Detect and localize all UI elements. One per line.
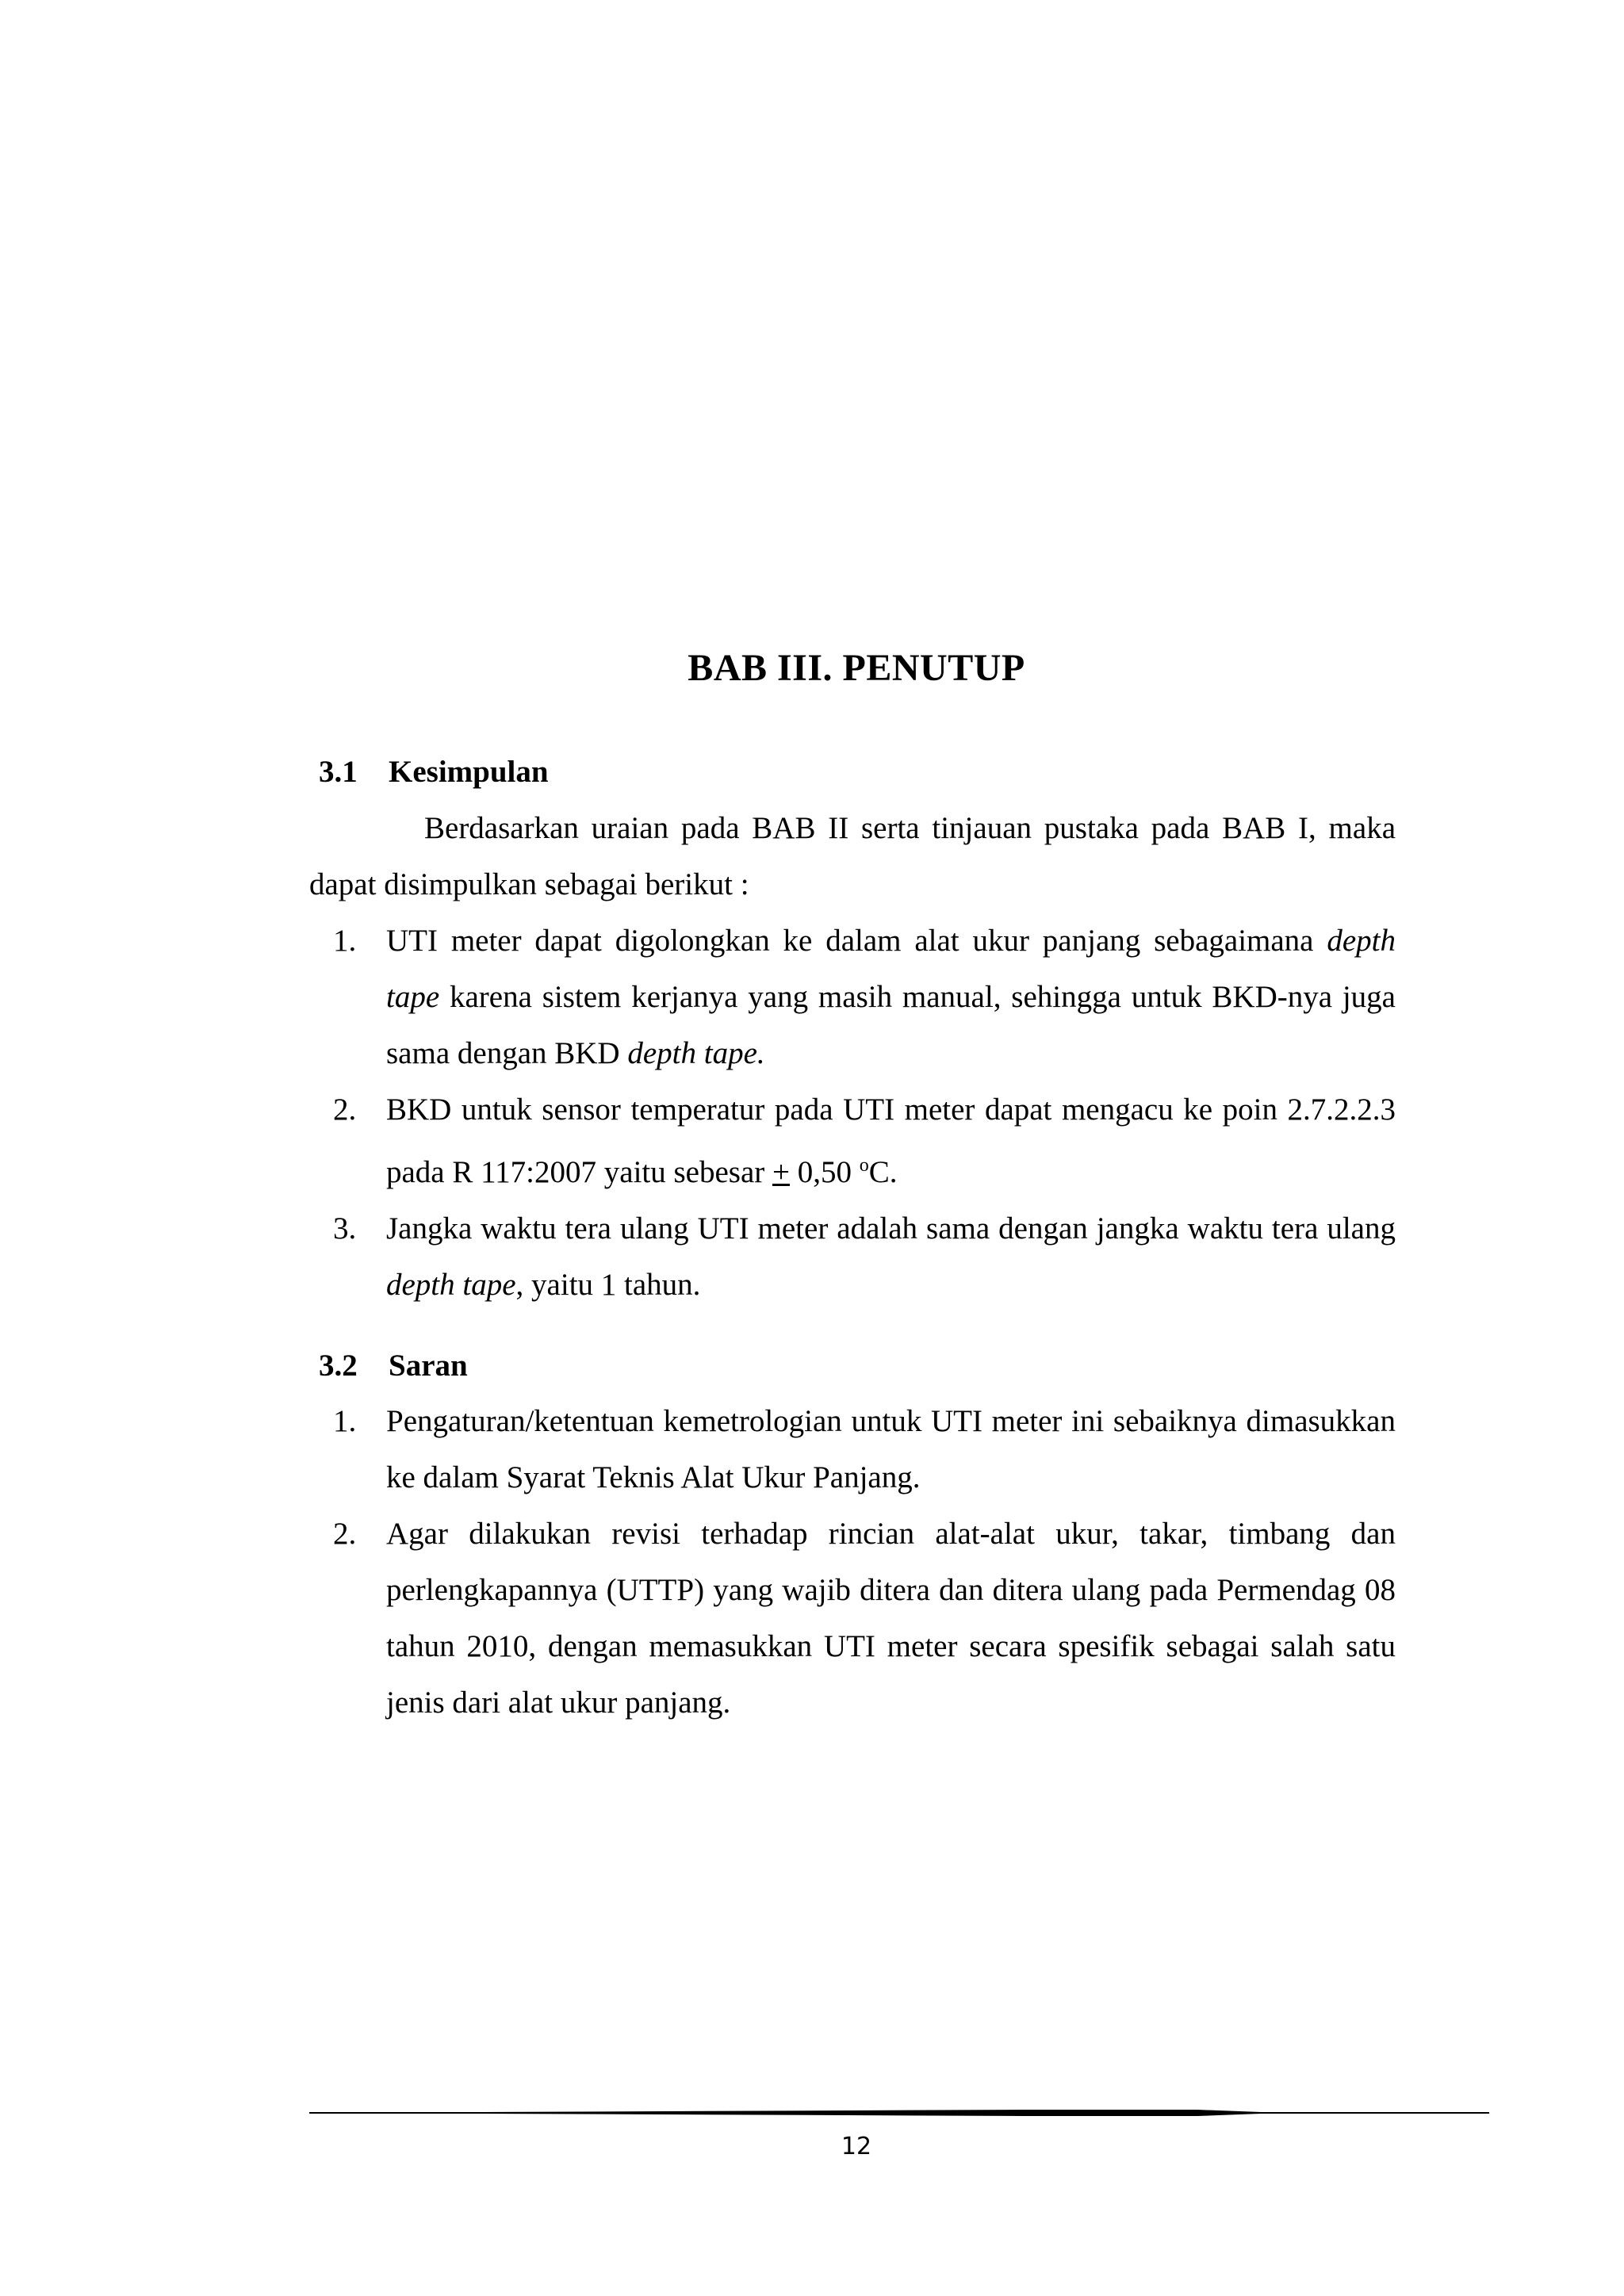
- section-heading-kesimpulan: [319, 752, 549, 793]
- list-item: [0, 1506, 1396, 1731]
- degree-superscript: o: [859, 1155, 869, 1176]
- section-title: Saran: [389, 1349, 468, 1383]
- plus-minus-sign: +: [772, 1155, 791, 1189]
- footer-divider: [309, 2106, 1489, 2120]
- page-number: 12: [841, 2133, 872, 2160]
- list-item: [0, 1200, 1396, 1313]
- suggestion-list: [0, 1393, 1396, 1731]
- section-number: 3.1: [319, 755, 358, 789]
- italic-term: depth tape.: [627, 1036, 765, 1070]
- intro-paragraph: Berdasarkan uraian pada BAB II serta tinjauan pustaka pada BAB I, maka dapat disimpulkan sebagai berikut :: [309, 811, 1396, 901]
- text-run: BKD untuk sensor temperatur pada UTI meter dapat mengacu ke poin 2.7.2.2.3 pada R 117:2007 yaitu sebesar: [386, 1093, 1396, 1189]
- text-run: C.: [868, 1155, 898, 1189]
- text-run: karena sistem kerjanya yang masih manual, sehingga untuk BKD-nya juga sama dengan BKD: [386, 980, 1396, 1070]
- text-run: , yaitu 1 tahun.: [515, 1268, 701, 1302]
- italic-term: depth tape: [386, 1268, 516, 1302]
- list-item-text: Agar dilakukan revisi terhadap rincian alat-alat ukur, takar, timbang dan perlengkapannya (UTTP) yang wajib ditera dan ditera ulang pada Permendag 08 tahun 2010, dengan memasukkan UTI meter secara spesifik sebagai salah satu jenis dari alat ukur panjang.: [386, 1517, 1396, 1720]
- list-item-text: Pengaturan/ketentuan kemetrologian untuk UTI meter ini sebaiknya dimasukkan ke dalam Syarat Teknis Alat Ukur Panjang.: [386, 1404, 1396, 1494]
- list-item-number: 3.: [333, 1211, 357, 1246]
- chapter-title: BAB III. PENUTUP: [688, 647, 1025, 689]
- section-title: Kesimpulan: [389, 755, 549, 789]
- list-item-number: 1.: [333, 924, 357, 958]
- section-number: 3.2: [319, 1349, 358, 1383]
- list-item-text: [386, 1081, 1396, 1200]
- list-item-number: 1.: [333, 1404, 357, 1438]
- list-item-number: 2.: [333, 1517, 357, 1551]
- list-item-number: 2.: [333, 1093, 357, 1127]
- list-item: [0, 1393, 1396, 1506]
- text-run: Jangka waktu tera ulang UTI meter adalah sama dengan jangka waktu tera ulang: [386, 1211, 1396, 1246]
- text-run: 0,50: [790, 1155, 860, 1189]
- text-run: UTI meter dapat digolongkan ke dalam alat ukur panjang sebagaimana: [386, 924, 1327, 958]
- list-item-text: [386, 1200, 1396, 1313]
- list-item: [0, 1081, 1396, 1200]
- italic-term: depth tape: [386, 924, 1396, 1014]
- list-item-text: [386, 913, 1396, 1081]
- conclusion-list: [0, 913, 1396, 1313]
- list-item: [0, 913, 1396, 1081]
- section-heading-saran: [319, 1345, 468, 1387]
